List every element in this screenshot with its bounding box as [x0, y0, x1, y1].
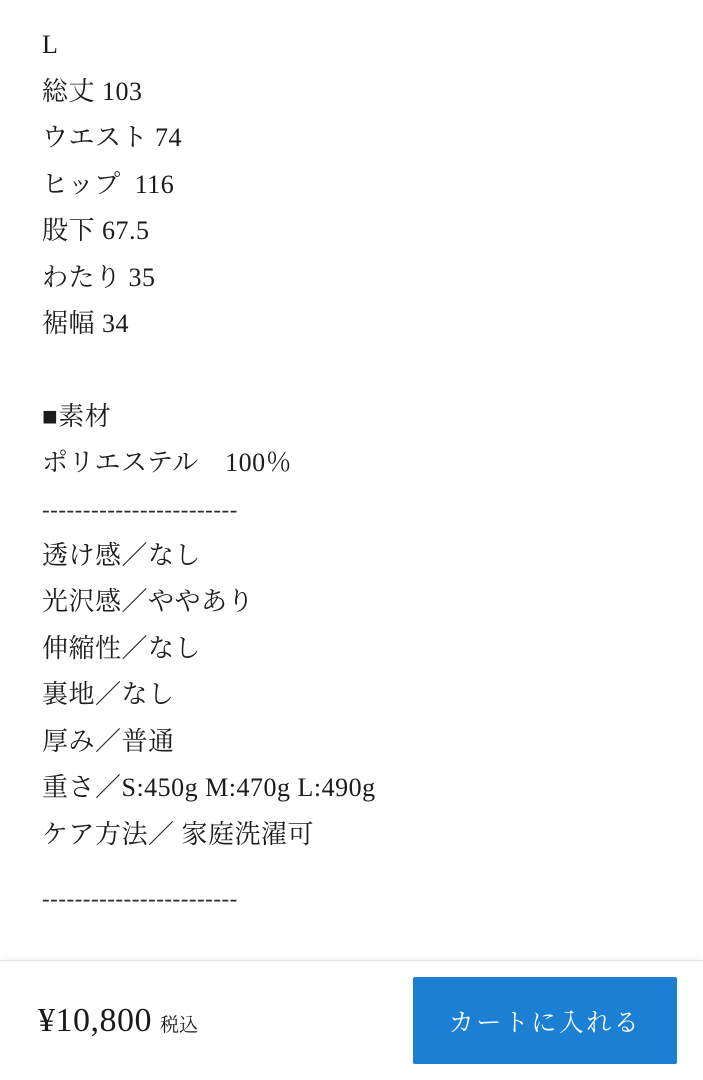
attribute-row: 透け感／なし [42, 540, 202, 570]
attribute-row: 光沢感／ややあり [42, 587, 255, 616]
measurement-row: 股下 67.5 [42, 216, 150, 245]
attribute-row: 重さ／S:450g M:470g L:490g [42, 773, 376, 802]
add-to-cart-button[interactable]: カートに入れる [413, 977, 677, 1064]
attribute-row: 伸縮性／なし [42, 633, 202, 663]
price-value: ¥10,800 [38, 1001, 152, 1039]
size-label: L [42, 30, 59, 59]
measurement-row: 総丈 103 [42, 76, 143, 106]
section-spacer [42, 348, 663, 394]
divider-top: ------------------------ [42, 496, 238, 522]
divider-gap [42, 858, 663, 876]
purchase-bar [0, 960, 703, 1080]
measurement-row: ウエスト 74 [42, 123, 183, 152]
attribute-row: 裏地／なし [42, 680, 175, 709]
measurement-row: 裾幅 34 [42, 309, 130, 338]
price-block [38, 1002, 198, 1040]
divider-bottom: ------------------------ [42, 886, 238, 911]
measurement-row: ヒップ 116 [42, 169, 175, 199]
attribute-row: ケア方法／ 家庭洗濯可 [42, 819, 315, 849]
material-composition: ポリエステル 100％ [42, 448, 293, 477]
tax-included-label: 税込 [160, 1014, 199, 1036]
material-heading: ■素材 [42, 401, 112, 431]
attribute-row: 厚み／普通 [42, 726, 175, 756]
measurement-row: わたり 35 [42, 262, 156, 292]
